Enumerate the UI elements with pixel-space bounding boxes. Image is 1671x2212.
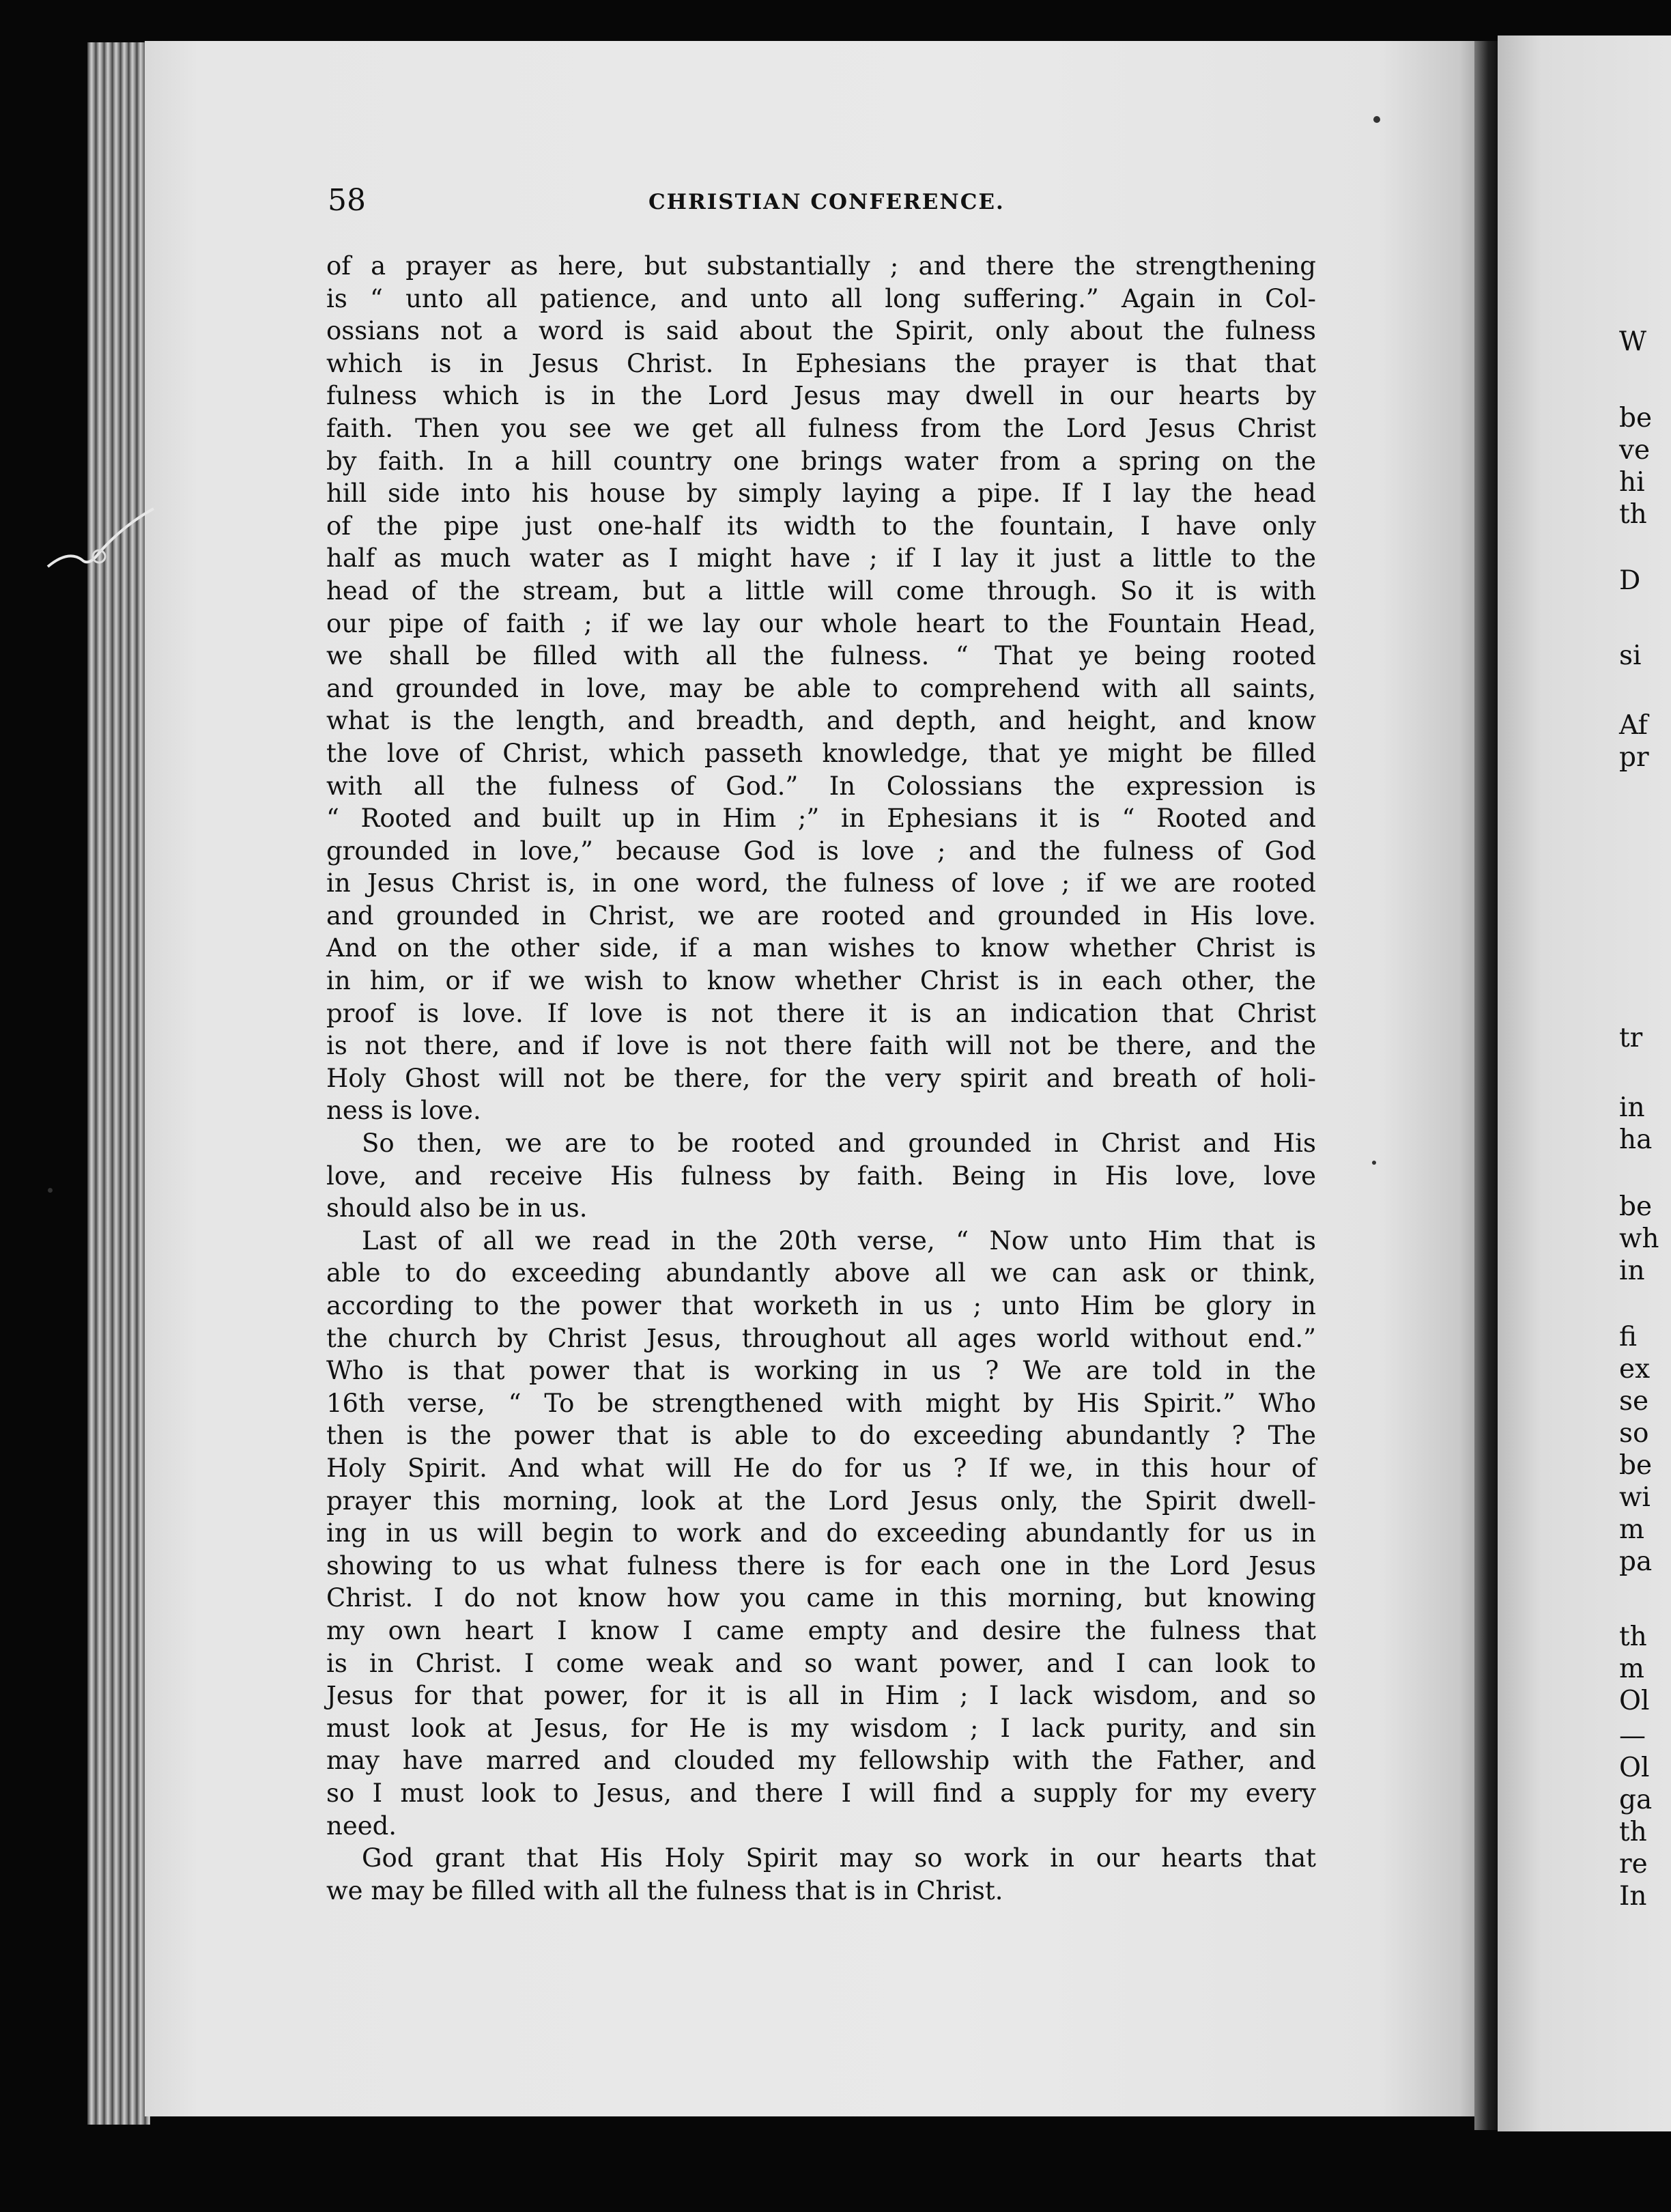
text-line: of a prayer as here, but substantially ; and there the strengthening bbox=[326, 251, 1316, 281]
text-line: ossians not a word is said about the Spirit, only about the fulness bbox=[326, 316, 1316, 346]
body-text bbox=[326, 250, 1316, 1907]
facing-page-fragment: wh bbox=[1619, 1223, 1659, 1254]
text-line: our pipe of faith ; if we lay our whole heart to the Fountain Head, bbox=[326, 608, 1316, 638]
facing-page-fragment: so bbox=[1619, 1418, 1649, 1449]
facing-page-fragment: m bbox=[1619, 1654, 1644, 1684]
text-line: with all the fulness of God.” In Colossians the expression is bbox=[326, 771, 1316, 801]
facing-page-fragment: — bbox=[1619, 1720, 1646, 1751]
text-line: Jesus for that power, for it is all in Him ; I lack wisdom, and so bbox=[326, 1681, 1316, 1711]
facing-page-fragment: be bbox=[1619, 1450, 1653, 1481]
facing-page-fragment: fi bbox=[1619, 1322, 1638, 1352]
facing-page-fragment: In bbox=[1619, 1881, 1647, 1912]
text-line: Holy Spirit. And what will He do for us ? If we, in this hour of bbox=[326, 1453, 1316, 1483]
text-line: we may be filled with all the fulness that is in Christ. bbox=[326, 1875, 1003, 1905]
text-line: what is the length, and breadth, and depth, and height, and know bbox=[326, 706, 1316, 736]
facing-page-fragment: th bbox=[1619, 499, 1647, 530]
text-line: is “ unto all patience, and unto all long suffering.” Again in Col- bbox=[326, 283, 1316, 313]
text-line: Last of all we read in the 20th verse, “ Now unto Him that is bbox=[362, 1225, 1316, 1256]
text-line: head of the stream, but a little will come through. So it is with bbox=[326, 576, 1316, 606]
text-line: the love of Christ, which passeth knowledge, that ye might be filled bbox=[326, 738, 1316, 768]
facing-page bbox=[1498, 36, 1671, 2131]
text-line: ness is love. bbox=[326, 1096, 481, 1126]
text-line: we shall be filled with all the fulness. “ That ye being rooted bbox=[326, 641, 1316, 671]
facing-page-fragment: tr bbox=[1619, 1023, 1643, 1053]
facing-page-fragment: wi bbox=[1619, 1482, 1651, 1513]
facing-page-fragment: in bbox=[1619, 1092, 1645, 1123]
facing-page-fragment: re bbox=[1619, 1849, 1648, 1880]
text-line: then is the power that is able to do exceeding abundantly ? The bbox=[326, 1421, 1316, 1451]
facing-page-fragment: th bbox=[1619, 1621, 1647, 1652]
text-line: is not there, and if love is not there faith will not be there, and the bbox=[326, 1031, 1316, 1061]
text-line: ing in us will begin to work and do exceeding abundantly for us in bbox=[326, 1518, 1316, 1548]
speck bbox=[48, 1188, 53, 1193]
facing-page-fragment: be bbox=[1619, 1191, 1653, 1222]
text-line: And on the other side, if a man wishes to know whether Christ is bbox=[326, 933, 1316, 963]
facing-page-fragment: pr bbox=[1619, 742, 1649, 773]
text-line: my own heart I know I came empty and desire the fulness that bbox=[326, 1615, 1316, 1645]
text-line: which is in Jesus Christ. In Ephesians the prayer is that that bbox=[326, 348, 1316, 378]
facing-page-fragment: th bbox=[1619, 1817, 1647, 1847]
text-line: God grant that His Holy Spirit may so work in our hearts that bbox=[362, 1843, 1316, 1873]
text-line: half as much water as I might have ; if I lay it just a little to the bbox=[326, 543, 1316, 573]
facing-page-fragment: Ol bbox=[1619, 1686, 1650, 1716]
facing-page-fragment: pa bbox=[1619, 1546, 1653, 1577]
text-line: fulness which is in the Lord Jesus may dwell in our hearts by bbox=[326, 381, 1316, 411]
text-line: 16th verse, “ To be strengthened with might by His Spirit.” Who bbox=[326, 1388, 1316, 1418]
text-line: may have marred and clouded my fellowship with the Father, and bbox=[326, 1746, 1316, 1776]
running-head: CHRISTIAN CONFERENCE. bbox=[648, 190, 1005, 214]
facing-page-fragment: m bbox=[1619, 1514, 1644, 1545]
page-edge-stack bbox=[87, 42, 150, 2125]
text-line: faith. Then you see we get all fulness from the Lord Jesus Christ bbox=[326, 413, 1316, 443]
facing-page-fragment: be bbox=[1619, 403, 1653, 434]
text-line: able to do exceeding abundantly above all we can ask or think, bbox=[326, 1258, 1316, 1288]
facing-page-fragment: si bbox=[1619, 640, 1642, 671]
facing-page-fragment: ve bbox=[1619, 435, 1651, 466]
text-line: prayer this morning, look at the Lord Jesus only, the Spirit dwell- bbox=[326, 1486, 1316, 1516]
speck bbox=[1372, 1161, 1376, 1165]
book-gutter bbox=[1474, 41, 1498, 2130]
text-line: grounded in love,” because God is love ; and the fulness of God bbox=[326, 836, 1316, 866]
text-line: showing to us what fulness there is for each one in the Lord Jesus bbox=[326, 1550, 1316, 1580]
facing-page-fragment: Af bbox=[1619, 710, 1648, 741]
text-line: need. bbox=[326, 1811, 397, 1841]
speck bbox=[1373, 116, 1380, 123]
text-line: hill side into his house by simply laying a pipe. If I lay the head bbox=[326, 479, 1316, 509]
text-line: and grounded in Christ, we are rooted and grounded in His love. bbox=[326, 901, 1316, 931]
facing-page-fragment: in bbox=[1619, 1256, 1645, 1286]
facing-page-fragment: hi bbox=[1619, 467, 1645, 498]
text-line: must look at Jesus, for He is my wisdom ; I lack purity, and sin bbox=[326, 1713, 1316, 1743]
page-number: 58 bbox=[328, 183, 366, 218]
text-line: in him, or if we wish to know whether Christ is in each other, the bbox=[326, 966, 1316, 996]
facing-page-fragment: se bbox=[1619, 1386, 1649, 1417]
text-line: love, and receive His fulness by faith. Being in His love, love bbox=[326, 1161, 1316, 1191]
page-header bbox=[328, 183, 1331, 224]
text-line: So then, we are to be rooted and grounded in Christ and His bbox=[362, 1129, 1316, 1159]
text-line: “ Rooted and built up in Him ;” in Ephesians it is “ Rooted and bbox=[326, 804, 1316, 834]
facing-page-fragment: D bbox=[1619, 565, 1641, 596]
facing-page-fragment: ex bbox=[1619, 1354, 1651, 1385]
text-line: in Jesus Christ is, in one word, the fulness of love ; if we are rooted bbox=[326, 868, 1316, 898]
text-line: should also be in us. bbox=[326, 1193, 588, 1223]
facing-page-fragment: ha bbox=[1619, 1124, 1653, 1155]
text-line: so I must look to Jesus, and there I will find a supply for my every bbox=[326, 1778, 1316, 1808]
text-line: Christ. I do not know how you came in this morning, but knowing bbox=[326, 1583, 1316, 1613]
text-line: Who is that power that is working in us ? We are told in the bbox=[326, 1356, 1316, 1386]
facing-page-fragment: Ol bbox=[1619, 1753, 1650, 1783]
text-line: Holy Ghost will not be there, for the very spirit and breath of holi- bbox=[326, 1063, 1316, 1093]
text-line: the church by Christ Jesus, throughout all ages world without end.” bbox=[326, 1323, 1316, 1353]
text-line: is in Christ. I come weak and so want power, and I can look to bbox=[326, 1648, 1316, 1678]
facing-page-fragment: ga bbox=[1619, 1785, 1653, 1815]
text-line: according to the power that worketh in us ; unto Him be glory in bbox=[326, 1291, 1316, 1320]
facing-page-fragment: W bbox=[1619, 326, 1647, 357]
text-line: proof is love. If love is not there it is an indication that Christ bbox=[326, 998, 1316, 1028]
margin-mark bbox=[41, 498, 157, 580]
text-line: and grounded in love, may be able to comprehend with all saints, bbox=[326, 673, 1316, 703]
text-line: of the pipe just one-half its width to the fountain, I have only bbox=[326, 511, 1316, 541]
text-line: by faith. In a hill country one brings water from a spring on the bbox=[326, 446, 1316, 476]
